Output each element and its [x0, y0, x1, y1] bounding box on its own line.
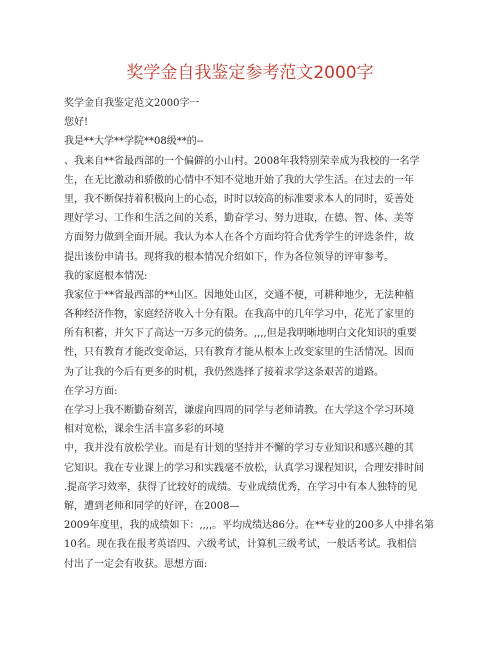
body-line: 提出该份申请书。现将我的根本情况介绍如下，作为各位领导的评审参考。 [64, 251, 394, 263]
body-line: 相对宽松，课余生活丰富多彩的环境 [64, 424, 224, 436]
body-line: 2009年度里，我的成绩如下：,,,,。平均成绩达86分。在**专业的200多人中排名第 [64, 520, 434, 532]
body-line: 性，只有教育才能改变命运，只有教育才能从根本上改变家里的生活情况。因而 [64, 347, 414, 359]
body-line: 在学习上我不断勤奋刻苦，谦虚向四周的同学与老师请教。在大学这个学习环境 [64, 405, 414, 416]
body-line: 所有积蓄，并欠下了高达一万多元的债务。,,,,但是我明晰地明白文化知识的重要 [64, 328, 417, 340]
body-line: 中，我并没有放松学业。而是有计划的坚持并不懈的学习专业知识和感兴趣的其 [64, 443, 414, 455]
body-line: 它知识。我在专业课上的学习和实践毫不放松，认真学习课程知识，合理安排时间 [64, 462, 424, 474]
body-line: 我家位于**省最西部的**山区。因地处山区，交通不便，可耕种地少，无法种植 [64, 289, 414, 301]
body-line: 里，我不断保持着积极向上的心态，时时以较高的标准要求本人的同时，妥善处 [64, 193, 414, 205]
body-line: 您好! [64, 117, 89, 129]
body-line: 生，在无比激动和骄傲的心情中不知不觉地开始了我的大学生活。在过去的一年 [64, 174, 414, 186]
document-title: 奖学金自我鉴定参考范文2000字 [126, 63, 374, 83]
section-heading: 我的家庭根本情况: [64, 270, 148, 282]
body-line: 方面努力做到全面开展。我认为本人在各个方面均符合优秀学生的评选条件，故 [64, 232, 414, 244]
body-line: 、我来自**省最西部的一个偏僻的小山村。2008年我特别荣幸成为我校的一名学 [64, 155, 420, 167]
body-line: 奖学金自我鉴定范文2000字一 [64, 98, 200, 109]
body-line: 理好学习、工作和生活之间的关系，勤奋学习、努力进取，在德、智、体、美等 [64, 213, 414, 225]
body-line: 各种经济作物，家庭经济收入十分有限。在我高中的几年学习中，花光了家里的 [64, 309, 414, 321]
body-line: 解，遭到老师和同学的好评，在2008— [64, 500, 240, 512]
body-line: .提高学习效率，获得了比较好的成绩。专业成绩优秀，在学习中有本人独特的见 [64, 481, 418, 493]
section-heading: 在学习方面: [64, 385, 118, 397]
document-body [64, 94, 438, 574]
body-line: 付出了一定会有收获。思想方面: [64, 558, 208, 570]
body-line: 10名。现在我在报考英语四、六级考试，计算机三级考试，一般话考试。我相信 [64, 539, 417, 551]
body-line: 我是**大学**学院**08级**的-- [64, 136, 204, 148]
body-line: 为了让我的今后有更多的时机，我仍然选择了接着求学这条艰苦的道路。 [64, 366, 384, 378]
